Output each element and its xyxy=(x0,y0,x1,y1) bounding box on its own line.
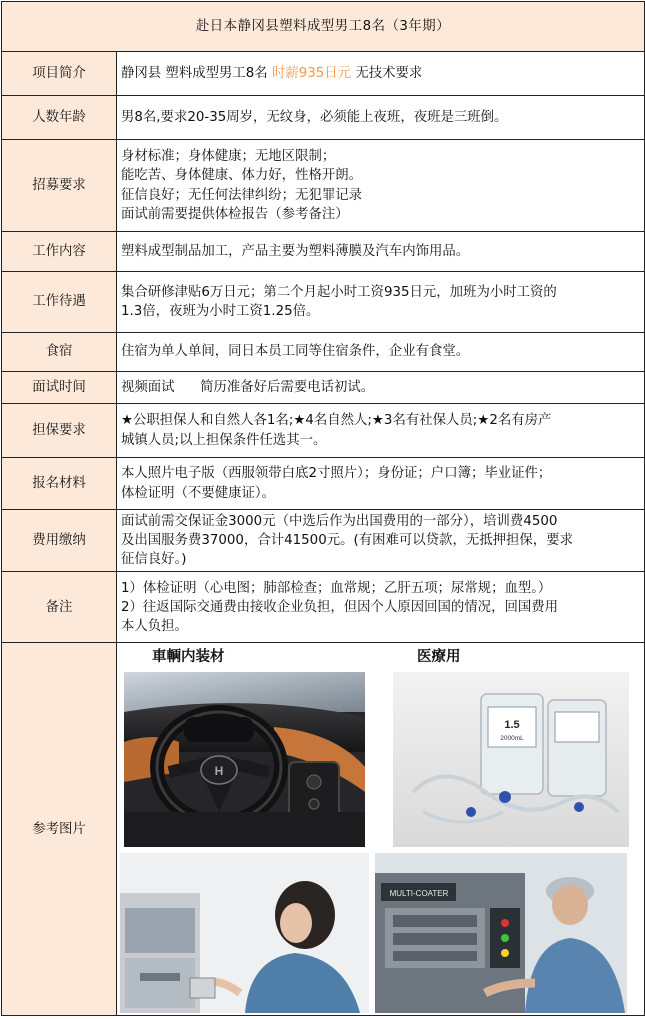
row-value xyxy=(117,572,645,643)
project-summary xyxy=(117,52,645,96)
summary-text: 静冈县 塑料成型男工8名 xyxy=(121,65,272,81)
row-label: 担保要求 xyxy=(2,404,117,458)
value-line: 集合研修津贴6万日元；第二个月起小时工资935日元，加班为小时工资的 xyxy=(121,284,557,300)
row-value xyxy=(117,232,645,272)
value-line: 1.3倍，夜班为小时工资1.25倍。 xyxy=(121,304,320,319)
value-line: 男8名,要求20-35周岁，无纹身，必须能上夜班，夜班是三班倒。 xyxy=(121,109,508,125)
value-line: 面试前需交保证金3000元（中选后作为出国费用的一部分），培训费4500 xyxy=(121,514,558,529)
table-row xyxy=(2,372,645,404)
row-value xyxy=(117,404,645,458)
row-value xyxy=(117,140,645,232)
row-value xyxy=(117,272,645,333)
value-line: 视频面试 简历准备好后需要电话初试。 xyxy=(121,379,375,395)
value-line: 体检证明（不要健康证）。 xyxy=(121,485,275,501)
svg-text:H: H xyxy=(214,764,224,779)
table-row xyxy=(2,272,645,333)
caption-medical: 医療用 xyxy=(417,649,461,666)
iv-bag-sub: 2000mL xyxy=(500,735,524,743)
row-label: 项目简介 xyxy=(2,52,117,96)
table-row xyxy=(2,96,645,140)
value-line: 征信良好；无任何法律纠纷；无犯罪记录 xyxy=(121,187,363,203)
row-value xyxy=(117,458,645,510)
row-label: 人数年龄 xyxy=(2,96,117,140)
value-line: 及出国服务费37000，合计41500元。(有困难可以贷款，无抵押担保，要求 xyxy=(121,533,573,549)
table-row xyxy=(2,52,645,96)
row-label: 食宿 xyxy=(2,333,117,372)
lab-worker-photo xyxy=(120,853,369,1013)
table-row xyxy=(2,572,645,643)
recruitment-sheet xyxy=(1,1,644,1017)
row-value xyxy=(117,510,645,572)
value-line: 能吃苦、身体健康、体力好，性格开朗。 xyxy=(121,168,363,184)
table-row xyxy=(2,643,645,1016)
iv-bag-label: 1.5 xyxy=(504,719,520,732)
row-label: 备注 xyxy=(2,572,117,643)
row-label: 参考图片 xyxy=(2,643,117,1016)
value-line: 城镇人员;以上担保条件任选其一。 xyxy=(121,432,327,448)
medical-bag-photo xyxy=(393,672,629,847)
row-label: 招募要求 xyxy=(2,140,117,232)
info-table xyxy=(1,1,645,1016)
machine-operator-photo xyxy=(375,853,627,1013)
table-row xyxy=(2,404,645,458)
title-row xyxy=(2,2,645,52)
row-value xyxy=(117,333,645,372)
row-value xyxy=(117,372,645,404)
value-line: 征信良好。) xyxy=(121,552,187,568)
value-line: 身材标准；身体健康；无地区限制； xyxy=(121,149,336,165)
page-title: 赴日本静冈县塑料成型男工8名（3年期） xyxy=(2,2,645,52)
value-line: 本人负担。 xyxy=(121,618,188,634)
value-line: ★公职担保人和自然人各1名;★4名自然人;★3名有社保人员;★2名有房产 xyxy=(121,413,552,429)
value-line: 面试前需要提供体检报告（参考备注） xyxy=(121,206,349,222)
value-line: 1）体检证明（心电图；肺部检查；血常规；乙肝五项；尿常规；血型。） xyxy=(121,580,552,596)
value-line: 住宿为单人单间，同日本员工同等住宿条件，企业有食堂。 xyxy=(121,344,470,360)
value-line: 本人照片电子版（西服领带白底2寸照片）；身份证；户口簿；毕业证件； xyxy=(121,466,552,482)
row-label: 面试时间 xyxy=(2,372,117,404)
table-row xyxy=(2,458,645,510)
hourly-wage: 时薪935日元 xyxy=(271,65,352,81)
row-label: 报名材料 xyxy=(2,458,117,510)
summary-tail: 无技术要求 xyxy=(351,65,423,81)
table-row xyxy=(2,232,645,272)
caption-car-interior: 車輌内装材 xyxy=(152,649,225,666)
machine-label: MULTI-COATER xyxy=(389,889,449,899)
row-label: 工作内容 xyxy=(2,232,117,272)
value-line: 2）往返国际交通费由接收企业负担，但因个人原因回国的情况，回国费用 xyxy=(121,599,559,615)
row-label: 费用缴纳 xyxy=(2,510,117,572)
row-label: 工作待遇 xyxy=(2,272,117,333)
row-value xyxy=(117,96,645,140)
car-interior-photo xyxy=(124,672,365,847)
value-line: 塑料成型制品加工，产品主要为塑料薄膜及汽车内饰用品。 xyxy=(121,243,470,259)
table-row xyxy=(2,333,645,372)
table-row xyxy=(2,510,645,572)
table-row xyxy=(2,140,645,232)
reference-pictures xyxy=(117,643,645,1016)
